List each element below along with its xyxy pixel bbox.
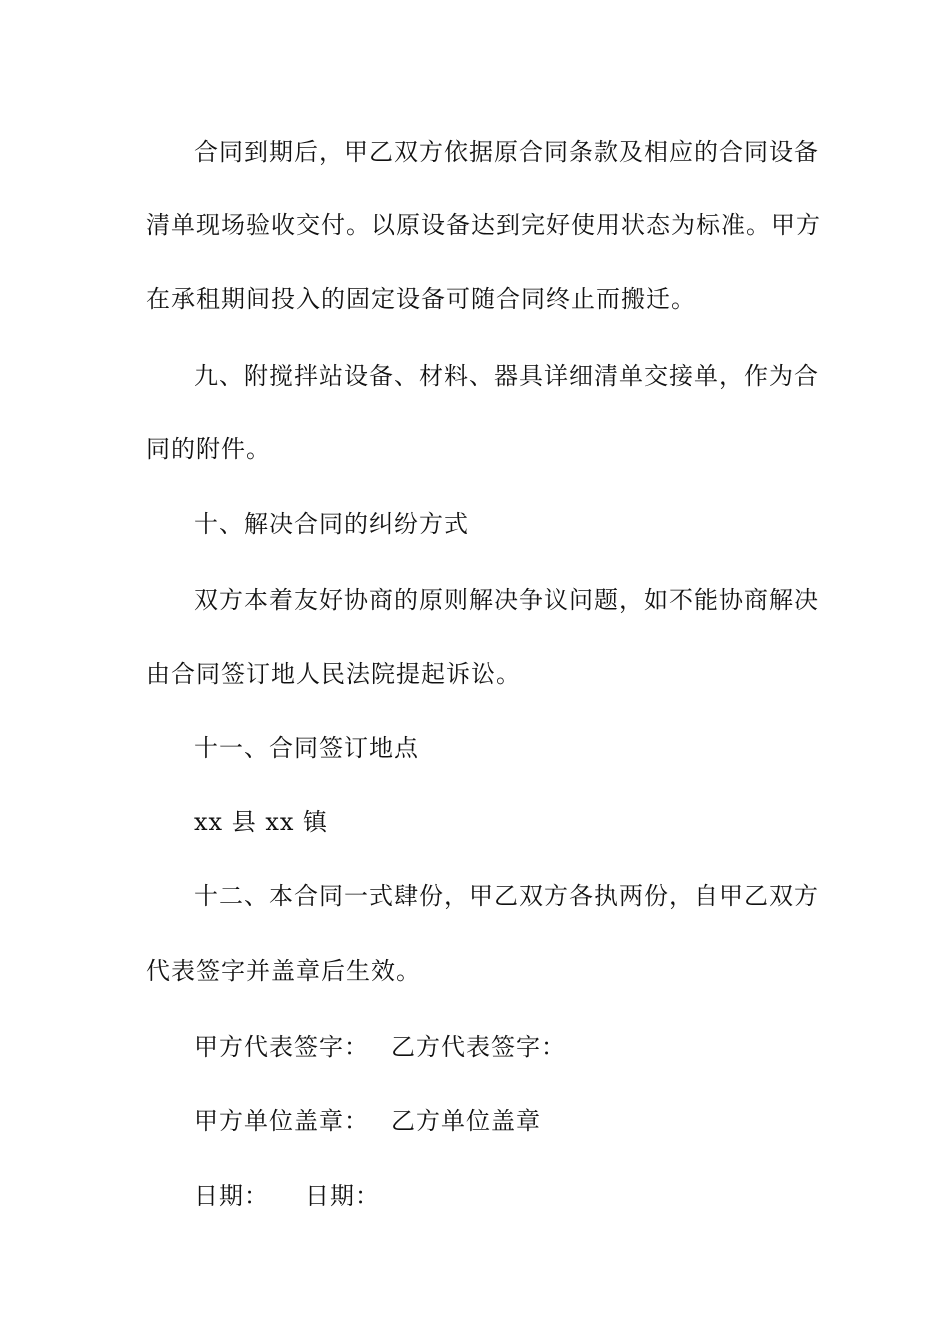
paragraph-line: 由合同签订地人民法院提起诉讼。 xyxy=(146,660,521,688)
paragraph-line: 九、附搅拌站设备、材料、器具详细清单交接单，作为合 xyxy=(194,362,819,390)
paragraph-line: 合同到期后，甲乙双方依据原合同条款及相应的合同设备 xyxy=(194,138,819,166)
party-a-sign-label: 甲方代表签字： xyxy=(194,1033,369,1061)
date-row xyxy=(194,1181,854,1211)
party-b-date-label: 日期： xyxy=(305,1182,380,1210)
section-heading: 十一、合同签订地点 xyxy=(194,734,419,762)
paragraph-line: 同的附件。 xyxy=(146,435,271,463)
paragraph-line: 清单现场验收交付。以原设备达到完好使用状态为标准。甲方 xyxy=(146,211,821,239)
party-b-sign-label: 乙方代表签字： xyxy=(391,1033,566,1061)
paragraph-line: 双方本着友好协商的原则解决争议问题，如不能协商解决 xyxy=(194,586,819,614)
seal-row xyxy=(194,1106,854,1136)
paragraph-line: xx 县 xx 镇 xyxy=(194,808,329,836)
party-a-date-label: 日期： xyxy=(194,1182,269,1210)
section-heading: 十、解决合同的纠纷方式 xyxy=(194,510,469,538)
paragraph-line: 代表签字并盖章后生效。 xyxy=(146,957,421,985)
paragraph-line: 十二、本合同一式肆份，甲乙双方各执两份，自甲乙双方 xyxy=(194,882,819,910)
party-a-seal-label: 甲方单位盖章： xyxy=(194,1107,369,1135)
party-b-seal-label: 乙方单位盖章 xyxy=(391,1107,541,1135)
paragraph-line: 在承租期间投入的固定设备可随合同终止而搬迁。 xyxy=(146,285,696,313)
signature-row xyxy=(194,1032,854,1062)
